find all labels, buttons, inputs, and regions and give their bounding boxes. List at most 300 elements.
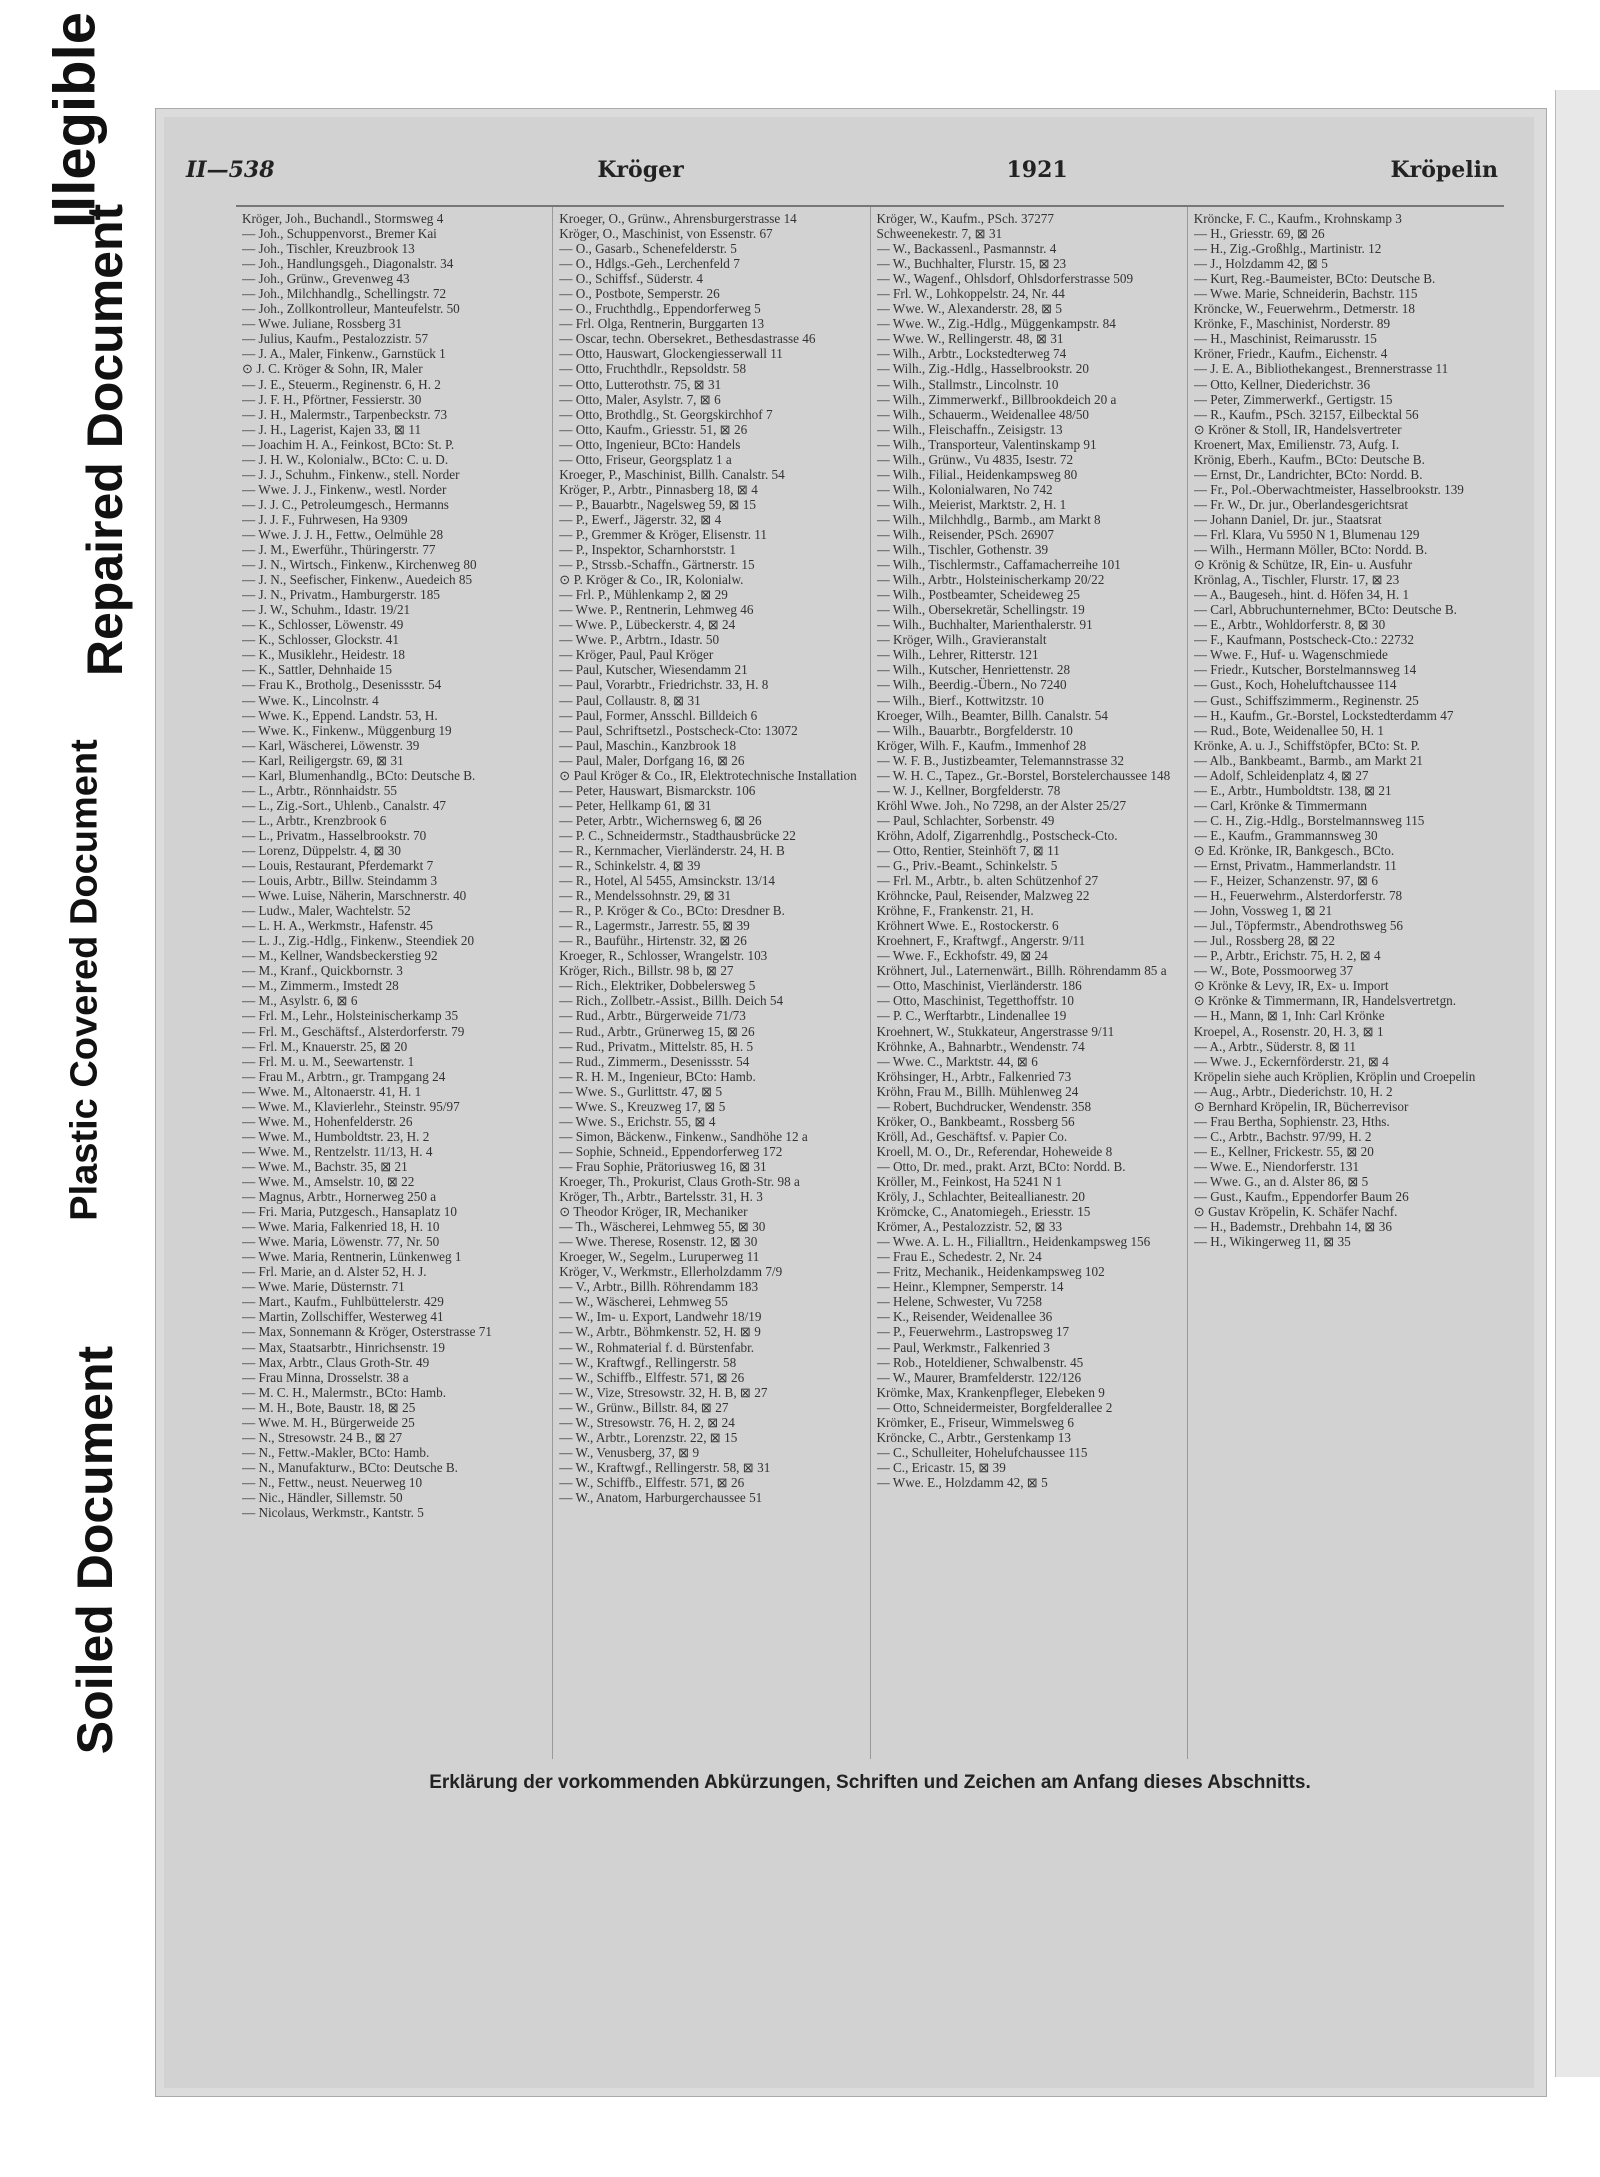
right-page-edge <box>1555 90 1600 2077</box>
directory-entry: — Frl. Marie, an d. Alster 52, H. J. <box>242 1264 427 1280</box>
directory-entry: — E., Kaufm., Grammannsweg 30 <box>1193 827 1378 843</box>
directory-entry: Kröhncke, Paul, Reisender, Malzweg 22 <box>876 888 1090 904</box>
directory-entry: — Wwe. Maria, Rentnerin, Lünkenweg 1 <box>242 1249 462 1265</box>
directory-entry: — Max, Sonnemann & Kröger, Osterstrasse 71 <box>242 1324 492 1340</box>
directory-entry: — R., Mendelssohnstr. 29, ⊠ 31 <box>559 888 732 904</box>
directory-entry: — Rich., Zollbetr.-Assist., Billh. Deich 54 <box>559 993 784 1009</box>
directory-entry: — Frl. M., Geschäftsf., Alsterdorferstr. 79 <box>242 1023 465 1039</box>
directory-entry: — W., Backassenl., Pasmannstr. 4 <box>876 241 1057 257</box>
directory-entry: — W., Bote, Possmoorweg 37 <box>1193 963 1354 979</box>
directory-entry: — Wwe. Luise, Näherin, Marschnerstr. 40 <box>242 888 467 904</box>
directory-entry: — M. C. H., Malermstr., BCto: Hamb. <box>242 1384 447 1400</box>
directory-entry: — Wilh., Milchhdlg., Barmb., am Markt 8 <box>876 511 1101 527</box>
directory-entry: — Wwe. A. L. H., Filialltrn., Heidenkampsweg 156 <box>876 1234 1151 1250</box>
directory-entry: ⊙ Krönig & Schütze, IR, Ein- u. Ausfuhr <box>1193 557 1413 573</box>
directory-entry: — Wilh., Arbtr., Holsteinischerkamp 20/22 <box>876 572 1105 588</box>
directory-entry: — Wilh., Transporteur, Valentinskamp 91 <box>876 436 1097 452</box>
directory-entry: ⊙ J. C. Kröger & Sohn, IR, Maler <box>242 361 423 377</box>
directory-entry: — Rud., Bote, Weidenallee 50, H. 1 <box>1193 722 1384 738</box>
directory-entry: Kröger, Wilh. F., Kaufm., Immenhof 28 <box>876 737 1087 753</box>
directory-entry: Krönke, A. u. J., Schiffstöpfer, BCto: St. P. <box>1193 737 1420 753</box>
directory-entry: — Joh., Zollkontrolleur, Manteufelstr. 50 <box>242 301 460 317</box>
directory-entry: — Wilh., Zimmerwerkf., Billbrookdeich 20 a <box>876 391 1117 407</box>
directory-entry: — Gust., Schiffszimmerm., Reginenstr. 25 <box>1193 692 1419 708</box>
directory-entry: — Nic., Händler, Sillemstr. 50 <box>242 1489 403 1505</box>
directory-entry: — W., Im- u. Export, Landwehr 18/19 <box>559 1309 762 1325</box>
directory-entry: — Frau E., Schedestr. 2, Nr. 24 <box>876 1249 1042 1265</box>
directory-entry: — H., Maschinist, Reimarusstr. 15 <box>1193 331 1377 347</box>
directory-entry: — Wwe. P., Arbtrn., Idastr. 50 <box>559 632 720 648</box>
directory-entry: — P. C., Schneidermstr., Stadthausbrücke 22 <box>559 827 796 843</box>
directory-entry: — Rob., Hoteldiener, Schwalbenstr. 45 <box>876 1354 1084 1370</box>
directory-entry: — P. C., Werftarbtr., Lindenallee 19 <box>876 1008 1067 1024</box>
directory-entry: — N., Manufakturw., BCto: Deutsche B. <box>242 1459 458 1475</box>
directory-entry: — W., Anatom, Harburgerchaussee 51 <box>559 1489 763 1505</box>
directory-entry: — W., Venusberg, 37, ⊠ 9 <box>559 1444 700 1460</box>
directory-entry: — Wwe. S., Kreuzweg 17, ⊠ 5 <box>559 1098 726 1114</box>
directory-entry: — Otto, Hauswart, Glockengiesserwall 11 <box>559 346 783 362</box>
label-soiled-document: Soiled Document <box>67 1345 123 1755</box>
directory-entry: — J. H. W., Kolonialw., BCto: C. u. D. <box>242 451 449 467</box>
directory-entry: ⊙ Krönke & Levy, IR, Ex- u. Import <box>1193 978 1389 994</box>
directory-entry: — N., Fettw., neust. Neuerweg 10 <box>242 1474 423 1490</box>
directory-entry: Krömker, E., Friseur, Wimmelsweg 6 <box>876 1414 1074 1430</box>
directory-entry: — Nicolaus, Werkmstr., Kantstr. 5 <box>242 1505 424 1521</box>
directory-entry: — L. H. A., Werkmstr., Hafenstr. 45 <box>242 918 433 934</box>
directory-entry: — J. F. H., Pförtner, Fessierstr. 30 <box>242 391 422 407</box>
directory-entry: — Paul, Schriftsetzl., Postscheck-Cto: 13072 <box>559 722 798 738</box>
directory-entry: — H., Feuerwehrm., Alsterdorferstr. 78 <box>1193 888 1403 904</box>
directory-entry: — J. E., Steuerm., Reginenstr. 6, H. 2 <box>242 376 441 392</box>
directory-entry: Kroeger, O., Grünw., Ahrensburgerstrasse 14 <box>559 211 797 226</box>
directory-entry: — R., Schinkelstr. 4, ⊠ 39 <box>559 858 701 874</box>
directory-entry: — H., Zig.-Großhlg., Martinistr. 12 <box>1193 241 1382 257</box>
directory-entry: — Wwe. F., Huf- u. Wagenschmiede <box>1193 647 1388 663</box>
directory-entry: Kröhn, Frau M., Billh. Mühlenweg 24 <box>876 1083 1079 1099</box>
directory-entry: — Otto, Maschinist, Vierländerstr. 186 <box>876 978 1082 994</box>
directory-entry: — W. H. C., Tapez., Gr.-Borstel, Borstelerchaussee 148 <box>876 767 1171 783</box>
directory-entry: Krönlag, A., Tischler, Flurstr. 17, ⊠ 23 <box>1193 572 1400 588</box>
directory-entry: — R., Kaufm., PSch. 32157, Eilbecktal 56 <box>1193 406 1419 422</box>
directory-entry: Kröhnert Wwe. E., Rostockerstr. 6 <box>876 918 1059 934</box>
directory-entry: ⊙ Ed. Krönke, IR, Bankgesch., BCto. <box>1193 842 1395 858</box>
directory-entry: Krömke, Max, Krankenpfleger, Elebeken 9 <box>876 1384 1105 1400</box>
directory-entry: Kröker, O., Bankbeamt., Rossberg 56 <box>876 1113 1075 1129</box>
directory-entry: — K., Schlosser, Glockstr. 41 <box>242 632 399 648</box>
directory-entry: Krömer, A., Pestalozzistr. 52, ⊠ 33 <box>876 1219 1063 1235</box>
directory-entry: — R., Bauführ., Hirtenstr. 32, ⊠ 26 <box>559 933 747 949</box>
directory-entry: — Joachim H. A., Feinkost, BCto: St. P. <box>242 436 455 452</box>
directory-entry: — Wwe. W., Zig.-Hdlg., Müggenkampstr. 84 <box>876 316 1116 332</box>
directory-entry: Kröhnke, A., Bahnarbtr., Wendenstr. 74 <box>876 1038 1085 1054</box>
directory-column-2 <box>552 207 869 1759</box>
directory-entry: — L., Zig.-Sort., Uhlenb., Canalstr. 47 <box>242 797 447 813</box>
directory-entry: — W., Stresowstr. 76, H. 2, ⊠ 24 <box>559 1414 735 1430</box>
directory-entry: — O., Schiffsf., Süderstr. 4 <box>559 271 703 287</box>
directory-entry: — Wwe. K., Lincolnstr. 4 <box>242 692 379 708</box>
directory-entry: — Rich., Elektriker, Dobbelersweg 5 <box>559 978 756 994</box>
directory-entry: — Frl. P., Mühlenkamp 2, ⊠ 29 <box>559 587 728 603</box>
directory-entry: — Otto, Maler, Asylstr. 7, ⊠ 6 <box>559 391 721 407</box>
directory-entry: — H., Griesstr. 69, ⊠ 26 <box>1193 226 1325 242</box>
directory-entry: — Wwe. M., Bachstr. 35, ⊠ 21 <box>242 1158 408 1174</box>
directory-entry: — H., Kaufm., Gr.-Borstel, Lockstedterdamm 47 <box>1193 707 1454 723</box>
directory-entry: — Paul, Maschin., Kanzbrook 18 <box>559 737 737 753</box>
directory-entry: — Wwe. M., Klavierlehr., Steinstr. 95/97 <box>242 1098 460 1114</box>
directory-entry: — R., Lagermstr., Jarrestr. 55, ⊠ 39 <box>559 918 750 934</box>
side-labels <box>0 0 150 2177</box>
directory-entry: — Magnus, Arbtr., Hornerweg 250 a <box>242 1189 437 1205</box>
directory-entry: — Frl. M., Arbtr., b. alten Schützenhof 27 <box>876 873 1099 889</box>
directory-entry: — Wwe. M., Hohenfelderstr. 26 <box>242 1113 413 1129</box>
directory-entry: — J., Holzdamm 42, ⊠ 5 <box>1193 256 1328 272</box>
directory-entry: — Wwe. G., an d. Alster 86, ⊠ 5 <box>1193 1174 1369 1189</box>
directory-entry: — John, Vossweg 1, ⊠ 21 <box>1193 903 1333 919</box>
directory-entry: — Paul, Werkmstr., Falkenried 3 <box>876 1339 1050 1355</box>
directory-entry: — J. E. A., Bibliothekangest., Brennerstrasse 11 <box>1193 361 1449 377</box>
directory-entry: — Fri. Maria, Putzgesch., Hansaplatz 10 <box>242 1204 457 1220</box>
directory-entry: — Frl. Klara, Vu 5950 N 1, Blumenau 129 <box>1193 526 1420 542</box>
directory-entry: ⊙ Gustav Kröpelin, K. Schäfer Nachf. <box>1193 1204 1398 1220</box>
directory-entry: Krönke, F., Maschinist, Norderstr. 89 <box>1193 316 1391 332</box>
directory-entry: — Wwe. Maria, Löwenstr. 77, Nr. 50 <box>242 1234 440 1250</box>
directory-entry: — Otto, Schneidermeister, Borgfelderallee 2 <box>876 1399 1113 1415</box>
directory-entry: — Wilh., Tischler, Gothenstr. 39 <box>876 542 1049 558</box>
directory-entry: — L., Arbtr., Krenzbrook 6 <box>242 812 387 828</box>
directory-entry: — R., P. Kröger & Co., BCto: Dresdner B. <box>559 903 785 919</box>
directory-entry: — Otto, Kaufm., Griesstr. 51, ⊠ 26 <box>559 421 748 437</box>
directory-entry: — C., Arbtr., Bachstr. 97/99, H. 2 <box>1193 1128 1372 1144</box>
directory-entry: Kröly, J., Schlachter, Beiteallianestr. 20 <box>876 1189 1085 1205</box>
directory-entry: — J. H., Malermstr., Tarpenbeckstr. 73 <box>242 406 448 422</box>
directory-entry: — Frl. M., Knauerstr. 25, ⊠ 20 <box>242 1038 408 1054</box>
directory-entry: — Wwe. M., Amselstr. 10, ⊠ 22 <box>242 1174 415 1189</box>
directory-entry: — H., Mann, ⊠ 1, Inh: Carl Krönke <box>1193 1008 1385 1024</box>
directory-entry: Kröger, W., Kaufm., PSch. 37277 <box>876 211 1054 226</box>
directory-entry: — Paul, Vorarbtr., Friedrichstr. 33, H. 8 <box>559 677 769 693</box>
directory-entry: — J. J., Schuhm., Finkenw., stell. Norder <box>242 466 460 482</box>
directory-entry: Kröger, Joh., Buchandl., Stormsweg 4 <box>242 211 444 226</box>
directory-entry: Kröhne, F., Frankenstr. 21, H. <box>876 903 1034 919</box>
directory-entry: — Peter, Arbtr., Wichernsweg 6, ⊠ 26 <box>559 812 762 828</box>
directory-entry: — E., Kellner, Frickestr. 55, ⊠ 20 <box>1193 1143 1374 1159</box>
directory-entry: — Wwe. K., Eppend. Landstr. 53, H. <box>242 707 438 723</box>
directory-columns <box>236 205 1504 1759</box>
directory-entry: — Paul, Former, Ansschl. Billdeich 6 <box>559 707 758 723</box>
directory-entry: — Otto, Maschinist, Tegetthoffstr. 10 <box>876 993 1074 1009</box>
directory-entry: — Joh., Schuppenvorst., Bremer Kai <box>242 226 437 242</box>
directory-entry: — Kurt, Reg.-Baumeister, BCto: Deutsche B. <box>1193 271 1436 287</box>
directory-entry: — W., Kraftwgf., Rellingerstr. 58 <box>559 1354 737 1370</box>
directory-entry: — Max, Staatsarbtr., Hinrichsenstr. 19 <box>242 1339 445 1355</box>
directory-entry: — Frau M., Arbtrn., gr. Trampgang 24 <box>242 1068 446 1084</box>
directory-entry: — Paul, Collaustr. 8, ⊠ 31 <box>559 692 701 708</box>
directory-entry: — J. J. C., Petroleumgesch., Hermanns <box>242 496 449 512</box>
label-repaired-document: Repaired Document <box>77 203 133 677</box>
directory-entry: — Wilh., Fleischaffn., Zeisigstr. 13 <box>876 421 1063 437</box>
directory-entry: — Otto, Brothdlg., St. Georgskirchhof 7 <box>559 406 773 422</box>
directory-entry: — J. A., Maler, Finkenw., Garnstück 1 <box>242 346 446 362</box>
directory-entry: — Frau Minna, Drosselstr. 38 a <box>242 1369 409 1385</box>
directory-entry: Kröger, Th., Arbtr., Bartelsstr. 31, H. 3 <box>559 1189 763 1205</box>
directory-entry: — C. H., Zig.-Hdlg., Borstelmannsweg 115 <box>1193 812 1425 828</box>
directory-entry: — Wilh., Schauerm., Weidenallee 48/50 <box>876 406 1090 422</box>
directory-column-3 <box>870 207 1187 1759</box>
directory-entry: — C., Schulleiter, Hohelufchaussee 115 <box>876 1444 1088 1460</box>
directory-entry: — W., Arbtr., Böhmkenstr. 52, H. ⊠ 9 <box>559 1324 761 1340</box>
directory-entry: — P., Arbtr., Erichstr. 75, H. 2, ⊠ 4 <box>1193 948 1381 964</box>
directory-entry: — Wilh., Tischlermstr., Caffamacherreihe 101 <box>876 557 1121 573</box>
directory-entry: — Rud., Arbtr., Grünerweg 15, ⊠ 26 <box>559 1023 755 1039</box>
directory-entry: — P., Bauarbtr., Nagelsweg 59, ⊠ 15 <box>559 496 756 512</box>
directory-entry: — A., Arbtr., Süderstr. 8, ⊠ 11 <box>1193 1038 1356 1054</box>
directory-entry: — Wilh., Arbtr., Lockstedterweg 74 <box>876 346 1067 362</box>
directory-entry: — J. J. F., Fuhrwesen, Ha 9309 <box>242 511 408 527</box>
directory-entry: — W., Maurer, Bramfelderstr. 122/126 <box>876 1369 1082 1385</box>
directory-entry: — Wilh., Bauarbtr., Borgfelderstr. 10 <box>876 722 1073 738</box>
header-left-word: Kröger <box>597 157 684 183</box>
directory-entry: — R., Hotel, Al 5455, Amsinckstr. 13/14 <box>559 873 776 889</box>
directory-entry: Kröhl Wwe. Joh., No 7298, an der Alster 25/27 <box>876 797 1127 813</box>
directory-entry: — Wwe. M., Altonaerstr. 41, H. 1 <box>242 1083 422 1099</box>
directory-entry: — Joh., Handlungsgeh., Diagonalstr. 34 <box>242 256 454 272</box>
directory-entry: — K., Sattler, Dehnhaide 15 <box>242 662 392 678</box>
directory-entry: — J. N., Privatm., Hamburgerstr. 185 <box>242 587 440 603</box>
directory-entry: — Joh., Milchhandlg., Schellingstr. 72 <box>242 286 447 302</box>
directory-entry: Kröger, P., Arbtr., Pinnasberg 18, ⊠ 4 <box>559 481 758 497</box>
directory-entry: Kroell, M. O., Dr., Referendar, Hoheweide 8 <box>876 1143 1113 1159</box>
directory-entry: — Rud., Privatm., Mittelstr. 85, H. 5 <box>559 1038 754 1054</box>
directory-entry: — Wilh., Buchhalter, Marienthalerstr. 91 <box>876 617 1093 633</box>
directory-entry: Kröll, Ad., Geschäftsf. v. Papier Co. <box>876 1128 1068 1144</box>
directory-entry: Kröncke, C., Arbtr., Gerstenkamp 13 <box>876 1429 1071 1445</box>
directory-entry: — K., Musiklehr., Heidestr. 18 <box>242 647 406 663</box>
directory-entry: — Wilh., Meierist, Marktstr. 2, H. 1 <box>876 496 1067 512</box>
directory-entry: — C., Ericastr. 15, ⊠ 39 <box>876 1459 1006 1475</box>
directory-entry: — Simon, Bäckenw., Finkenw., Sandhöhe 12 a <box>559 1128 808 1144</box>
directory-entry: — Heinr., Klempner, Semperstr. 14 <box>876 1279 1064 1295</box>
directory-entry: — Wwe. P., Rentnerin, Lehmweg 46 <box>559 602 754 618</box>
directory-entry: Kroehnert, F., Kraftwgf., Angerstr. 9/11 <box>876 933 1086 949</box>
directory-entry: — Gust., Koch, Hoheluftchaussee 114 <box>1193 677 1397 693</box>
directory-entry: Krönig, Eberh., Kaufm., BCto: Deutsche B. <box>1193 451 1425 467</box>
directory-entry: — Peter, Zimmerwerkf., Gertigstr. 15 <box>1193 391 1393 407</box>
directory-entry: — G., Priv.-Beamt., Schinkelstr. 5 <box>876 858 1058 874</box>
directory-entry: — W., Arbtr., Lorenzstr. 22, ⊠ 15 <box>559 1429 738 1445</box>
directory-entry: Kroehnert, W., Stukkateur, Angerstrasse 9/11 <box>876 1023 1115 1039</box>
directory-entry: — Peter, Hellkamp 61, ⊠ 31 <box>559 797 712 813</box>
directory-entry: — Frau K., Brotholg., Desenissstr. 54 <box>242 677 442 693</box>
directory-entry: — Frau Bertha, Sophienstr. 23, Hths. <box>1193 1113 1390 1129</box>
directory-entry: — Otto, Rentier, Steinhöft 7, ⊠ 11 <box>876 842 1060 858</box>
directory-entry: — Louis, Restaurant, Pferdemarkt 7 <box>242 858 434 874</box>
directory-entry: — Frl. M. u. M., Seewartenstr. 1 <box>242 1053 415 1069</box>
directory-entry: — Louis, Arbtr., Billw. Steindamm 3 <box>242 873 438 889</box>
directory-entry: — Aug., Arbtr., Diederichstr. 10, H. 2 <box>1193 1083 1393 1099</box>
directory-entry: ⊙ Krönke & Timmermann, IR, Handelsvertretgn. <box>1193 993 1457 1009</box>
directory-entry: Kröner, Friedr., Kaufm., Eichenstr. 4 <box>1193 346 1388 362</box>
directory-entry: — P., Gremmer & Kröger, Elisenstr. 11 <box>559 526 768 542</box>
directory-entry: — Wwe. F., Eckhofstr. 49, ⊠ 24 <box>876 948 1048 964</box>
directory-entry: Kröller, M., Feinkost, Ha 5241 N 1 <box>876 1174 1063 1189</box>
directory-entry: — O., Hdlgs.-Geh., Lerchenfeld 7 <box>559 256 740 272</box>
directory-entry: — Max, Arbtr., Claus Groth-Str. 49 <box>242 1354 430 1370</box>
directory-entry: — Martin, Zollschiffer, Westerweg 41 <box>242 1309 444 1325</box>
directory-entry: — Otto, Kellner, Diederichstr. 36 <box>1193 376 1371 392</box>
directory-entry: — Paul, Kutscher, Wiesendamm 21 <box>559 662 748 678</box>
directory-entry: — R., Kernmacher, Vierländerstr. 24, H. B <box>559 842 785 858</box>
directory-entry: — Ernst, Privatm., Hammerlandstr. 11 <box>1193 858 1397 874</box>
directory-entry: — Wilh., Stallmstr., Lincolnstr. 10 <box>876 376 1059 392</box>
directory-entry: Kröhsinger, H., Arbtr., Falkenried 73 <box>876 1068 1072 1084</box>
page-header <box>186 153 1498 187</box>
directory-entry: — Wwe. Marie, Düsternstr. 71 <box>242 1279 405 1295</box>
header-right-word: Kröpelin <box>1390 157 1498 183</box>
directory-entry: — Wwe. S., Erichstr. 55, ⊠ 4 <box>559 1113 716 1129</box>
directory-entry: — Wwe. M., Rentzelstr. 11/13, H. 4 <box>242 1143 433 1159</box>
directory-entry: — Ernst, Dr., Landrichter, BCto: Nordd. B. <box>1193 466 1423 482</box>
directory-entry: Kroeger, P., Maschinist, Billh. Canalstr. 54 <box>559 466 785 482</box>
directory-entry: — Helene, Schwester, Vu 7258 <box>876 1294 1042 1310</box>
directory-entry: — Otto, Ingenieur, BCto: Handels <box>559 436 741 452</box>
directory-entry: — Wwe. Juliane, Rossberg 31 <box>242 316 402 332</box>
directory-entry: — Wwe. Marie, Schneiderin, Bachstr. 115 <box>1193 286 1418 302</box>
directory-entry: — Wwe. W., Alexanderstr. 28, ⊠ 5 <box>876 301 1063 317</box>
directory-entry: — Jul., Rossberg 28, ⊠ 22 <box>1193 933 1335 949</box>
directory-entry: — O., Gasarb., Schenefelderstr. 5 <box>559 241 737 257</box>
directory-entry: — Gust., Kaufm., Eppendorfer Baum 26 <box>1193 1189 1409 1205</box>
directory-entry: — Wilh., Bierf., Kottwitzstr. 10 <box>876 692 1044 708</box>
directory-entry: — Wwe. S., Gurlittstr. 47, ⊠ 5 <box>559 1083 723 1099</box>
directory-entry: — H., Bademstr., Drehbahn 14, ⊠ 36 <box>1193 1219 1392 1235</box>
page-inner <box>164 117 1534 2088</box>
directory-entry: — O., Postbote, Semperstr. 26 <box>559 286 720 302</box>
directory-entry: — H., Wikingerweg 11, ⊠ 35 <box>1193 1234 1351 1250</box>
directory-entry: — Wwe. J. J., Finkenw., westl. Norder <box>242 481 447 497</box>
directory-entry: — Robert, Buchdrucker, Wendenstr. 358 <box>876 1098 1092 1114</box>
directory-entry: — Frl. W., Lohkoppelstr. 24, Nr. 44 <box>876 286 1065 302</box>
directory-entry: — O., Fruchthdlg., Eppendorferweg 5 <box>559 301 761 317</box>
directory-entry: — Rud., Arbtr., Bürgerweide 71/73 <box>559 1008 746 1024</box>
directory-entry: Kröhnert, Jul., Laternenwärt., Billh. Röhrendamm 85 a <box>876 963 1167 979</box>
directory-entry: — R. H. M., Ingenieur, BCto: Hamb. <box>559 1068 756 1084</box>
page-footer: Erklärung der vorkommenden Abkürzungen, Schriften und Zeichen am Anfang dieses Abschnitts. <box>429 1772 1311 1793</box>
directory-entry: — Fritz, Mechanik., Heidenkampsweg 102 <box>876 1264 1105 1280</box>
directory-entry: — W., Schiffb., Elffestr. 571, ⊠ 26 <box>559 1369 745 1385</box>
directory-entry: ⊙ Bernhard Kröpelin, IR, Bücherrevisor <box>1193 1098 1409 1114</box>
directory-entry: Kröger, Rich., Billstr. 98 b, ⊠ 27 <box>559 963 734 979</box>
directory-entry: Kroepel, A., Rosenstr. 20, H. 3, ⊠ 1 <box>1193 1023 1384 1039</box>
directory-entry: — N., Fettw.-Makler, BCto: Hamb. <box>242 1444 430 1460</box>
directory-entry: — Jul., Töpfermstr., Abendrothsweg 56 <box>1193 918 1404 934</box>
directory-entry: — M., Zimmerm., Imstedt 28 <box>242 978 399 994</box>
directory-entry: — Peter, Hauswart, Bismarckstr. 106 <box>559 782 756 798</box>
directory-entry: Krömcke, C., Anatomiegeh., Eriesstr. 15 <box>876 1204 1091 1220</box>
directory-entry: — Wilh., Zig.-Hdlg., Hasselbrookstr. 20 <box>876 361 1089 377</box>
directory-entry: Kröger, O., Maschinist, von Essenstr. 67 <box>559 226 773 242</box>
directory-entry: — Ludw., Maler, Wachtelstr. 52 <box>242 903 411 919</box>
directory-entry: — Friedr., Kutscher, Borstelmannsweg 14 <box>1193 662 1417 678</box>
directory-entry: — J. N., Wirtsch., Finkenw., Kirchenweg 80 <box>242 557 477 573</box>
directory-entry: — W., Buchhalter, Flurstr. 15, ⊠ 23 <box>876 256 1067 272</box>
directory-entry: — Paul, Schlachter, Sorbenstr. 49 <box>876 812 1055 828</box>
directory-entry: — Wwe. Maria, Falkenried 18, H. 10 <box>242 1219 440 1235</box>
directory-entry: Kröncke, F. C., Kaufm., Krohnskamp 3 <box>1193 211 1402 226</box>
directory-column-1 <box>236 207 552 1759</box>
directory-entry: — Rud., Zimmerm., Desenissstr. 54 <box>559 1053 750 1069</box>
directory-entry: — Wwe. W., Rellingerstr. 48, ⊠ 31 <box>876 331 1064 347</box>
directory-entry: — W., Wagenf., Ohlsdorf, Ohlsdorferstrasse 509 <box>876 271 1134 287</box>
directory-entry: — Sophie, Schneid., Eppendorferweg 172 <box>559 1143 783 1159</box>
directory-entry: — Kröger, Paul, Paul Kröger <box>559 647 714 663</box>
directory-entry: — W., Schiffb., Elffestr. 571, ⊠ 26 <box>559 1474 745 1490</box>
directory-entry: — Otto, Fruchthdlr., Repsoldstr. 58 <box>559 361 747 377</box>
directory-entry: — Alb., Bankbeamt., Barmb., am Markt 21 <box>1193 752 1424 768</box>
directory-entry: ⊙ P. Kröger & Co., IR, Kolonialw. <box>559 572 744 588</box>
directory-entry: Schweenekestr. 7, ⊠ 31 <box>876 226 1003 242</box>
directory-column-4 <box>1187 207 1504 1759</box>
directory-entry: — Carl, Krönke & Timmermann <box>1193 797 1368 813</box>
directory-entry: — M., Kranf., Quickbornstr. 3 <box>242 963 403 979</box>
directory-entry: — Carl, Abbruchunternehmer, BCto: Deutsche B. <box>1193 602 1457 618</box>
directory-entry: — Wilh., Postbeamter, Scheideweg 25 <box>876 587 1080 603</box>
directory-entry: — Wwe. K., Finkenw., Müggenburg 19 <box>242 722 452 738</box>
directory-entry: Kroeger, Wilh., Beamter, Billh. Canalstr. 54 <box>876 707 1108 723</box>
directory-entry: — Frl. M., Lehr., Holsteinischerkamp 35 <box>242 1008 459 1024</box>
directory-entry: — Wilh., Filial., Heidenkampsweg 80 <box>876 466 1078 482</box>
directory-entry: — Karl, Blumenhandlg., BCto: Deutsche B. <box>242 767 476 783</box>
directory-entry: — Frl. Olga, Rentnerin, Burggarten 13 <box>559 316 765 332</box>
directory-entry: — Wwe. E., Niendorferstr. 131 <box>1193 1158 1360 1174</box>
directory-entry: — M. H., Bote, Baustr. 18, ⊠ 25 <box>242 1399 416 1415</box>
directory-entry: — Joh., Tischler, Kreuzbrook 13 <box>242 241 415 257</box>
directory-entry: — L., Arbtr., Rönnhaidstr. 55 <box>242 782 397 798</box>
directory-entry: — K., Reisender, Weidenallee 36 <box>876 1309 1053 1325</box>
directory-entry: — Wwe. J. J. H., Fettw., Oelmühle 28 <box>242 526 444 542</box>
directory-entry: — Wwe. M. H., Bürgerweide 25 <box>242 1414 415 1430</box>
directory-entry: — Wilh., Obersekretär, Schellingstr. 19 <box>876 602 1085 618</box>
directory-entry: — Wwe. P., Lübeckerstr. 4, ⊠ 24 <box>559 617 736 633</box>
directory-entry: — A., Baugeseh., hint. d. Höfen 34, H. 1 <box>1193 587 1410 603</box>
page-number: II—538 <box>186 157 275 183</box>
label-plastic-covered-document: Plastic Covered Document <box>63 739 106 1221</box>
directory-entry: — Wilh., Beerdig.-Übern., No 7240 <box>876 677 1067 693</box>
directory-entry: — Th., Wäscherei, Lehmweg 55, ⊠ 30 <box>559 1219 766 1235</box>
directory-entry: — W., Vize, Stresowstr. 32, H. B, ⊠ 27 <box>559 1384 768 1400</box>
directory-entry: — Karl, Reiligergstr. 69, ⊠ 31 <box>242 752 404 768</box>
directory-entry: — L. J., Zig.-Hdlg., Finkenw., Steendiek 20 <box>242 933 475 949</box>
directory-entry: — Johann Daniel, Dr. jur., Staatsrat <box>1193 511 1382 527</box>
scanned-page <box>155 108 1547 2097</box>
directory-entry: — J. W., Schuhm., Idastr. 19/21 <box>242 602 411 618</box>
directory-entry: — F., Kaufmann, Postscheck-Cto.: 22732 <box>1193 632 1414 648</box>
directory-entry: — Oscar, techn. Obersekret., Bethesdastrasse 46 <box>559 331 816 347</box>
directory-entry: Kroeger, W., Segelm., Luruperweg 11 <box>559 1249 760 1265</box>
directory-entry: — Fr., Pol.-Oberwachtmeister, Hasselbrookstr. 139 <box>1193 481 1464 497</box>
directory-entry: — Wilh., Kutscher, Henriettenstr. 28 <box>876 662 1071 678</box>
directory-entry: — E., Arbtr., Humboldtstr. 138, ⊠ 21 <box>1193 782 1392 798</box>
directory-entry: — Kröger, Wilh., Gravieranstalt <box>876 632 1047 648</box>
directory-entry: — W., Wäscherei, Lehmweg 55 <box>559 1294 728 1310</box>
directory-entry: ⊙ Paul Kröger & Co., IR, Elektrotechnische Installation <box>559 767 857 783</box>
directory-entry: — K., Schlosser, Löwenstr. 49 <box>242 617 404 633</box>
directory-entry: — Wwe. C., Marktstr. 44, ⊠ 6 <box>876 1053 1038 1069</box>
directory-entry: — Wilh., Grünw., Vu 4835, Isestr. 72 <box>876 451 1074 467</box>
directory-entry: — F., Heizer, Schanzenstr. 97, ⊠ 6 <box>1193 873 1378 889</box>
directory-entry: — J. H., Lagerist, Kajen 33, ⊠ 11 <box>242 421 422 437</box>
directory-entry: Kroenert, Max, Emilienstr. 73, Aufg. I. <box>1193 436 1400 452</box>
directory-entry: Kröger, V., Werkmstr., Ellerholzdamm 7/9 <box>559 1264 783 1280</box>
